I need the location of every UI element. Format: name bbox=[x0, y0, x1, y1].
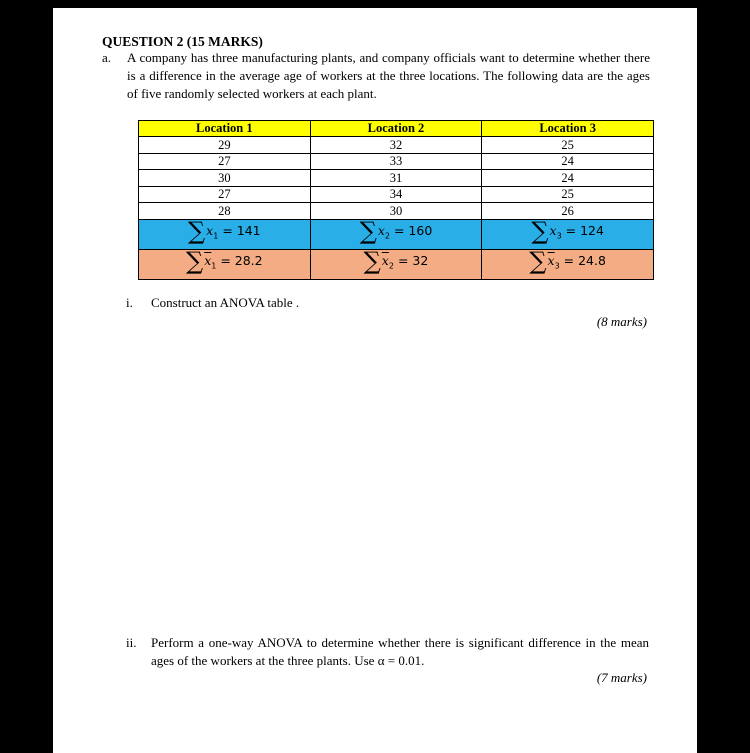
header-location-3: Location 3 bbox=[482, 121, 654, 137]
table-row bbox=[139, 137, 654, 154]
part-ii bbox=[126, 634, 649, 670]
mean-cell-1: $\sum\overline{x}_1 = 28.2$ bbox=[139, 249, 311, 279]
table-header-row bbox=[139, 121, 654, 137]
sum-row bbox=[139, 219, 654, 249]
part-ii-marks: (7 marks) bbox=[596, 670, 647, 685]
table-cell: 26 bbox=[482, 203, 654, 220]
sum-cell-3: $\sum x_3 = 124$ bbox=[482, 219, 654, 249]
table-cell: 24 bbox=[482, 170, 654, 187]
sigma-symbol: ∑ bbox=[363, 247, 381, 275]
sum-value: = 124 bbox=[565, 223, 604, 238]
table-row bbox=[139, 153, 654, 170]
mean-value: = 28.2 bbox=[220, 253, 263, 268]
table-cell: 31 bbox=[310, 170, 482, 187]
part-ii-text: Perform a one-way ANOVA to determine whether there is significant difference in the mean ages of the workers at the three plants. Use α = 0.01. bbox=[151, 635, 649, 668]
sigma-symbol: ∑ bbox=[529, 247, 547, 275]
part-ii-number: ii. bbox=[126, 635, 137, 650]
sum-value: = 141 bbox=[222, 223, 261, 238]
table-cell: 33 bbox=[310, 153, 482, 170]
sum-value: = 160 bbox=[393, 223, 433, 238]
table-cell: 30 bbox=[139, 170, 311, 187]
intro-text: A company has three manufacturing plants, and company officials want to determine whether there is a difference in the average age of workers at the three locations. The following data are the ages of five randomly selected workers at each plant. bbox=[127, 50, 650, 101]
mean-value: = 32 bbox=[397, 253, 429, 268]
sigma-symbol: ∑ bbox=[531, 217, 549, 245]
sum-cell-1: $\sum x_1 = 141$ bbox=[139, 219, 311, 249]
table-cell: 25 bbox=[482, 137, 654, 154]
table-cell: 24 bbox=[482, 153, 654, 170]
part-i-text: Construct an ANOVA table . bbox=[151, 295, 300, 310]
sigma-symbol: ∑ bbox=[359, 217, 377, 245]
part-i-number: i. bbox=[126, 295, 133, 310]
table-cell: 32 bbox=[310, 137, 482, 154]
sum-cell-2: $\sum x_2 = 160$ bbox=[310, 219, 482, 249]
table-cell: 30 bbox=[310, 203, 482, 220]
sigma-symbol: ∑ bbox=[188, 217, 206, 245]
table-row bbox=[139, 203, 654, 220]
question-intro bbox=[102, 49, 650, 103]
table-cell: 29 bbox=[139, 137, 311, 154]
mean-cell-3: $\sum\overline{x}_3 = 24.8$ bbox=[482, 249, 654, 279]
header-location-2: Location 2 bbox=[310, 121, 482, 137]
mean-cell-2: $\sum\overline{x}_2 = 32$ bbox=[310, 249, 482, 279]
document-page bbox=[53, 8, 697, 753]
sigma-symbol: ∑ bbox=[186, 247, 204, 275]
table-row bbox=[139, 170, 654, 187]
part-letter: a. bbox=[102, 50, 112, 65]
question-title: QUESTION 2 (15 MARKS) bbox=[102, 34, 263, 49]
mean-row bbox=[139, 249, 654, 279]
table-cell: 34 bbox=[310, 186, 482, 203]
header-location-1: Location 1 bbox=[139, 121, 311, 137]
mean-value: = 24.8 bbox=[563, 253, 606, 268]
table-cell: 27 bbox=[139, 186, 311, 203]
table-cell: 28 bbox=[139, 203, 311, 220]
table-row bbox=[139, 186, 654, 203]
part-i-marks: (8 marks) bbox=[596, 314, 647, 329]
ages-table bbox=[138, 120, 654, 280]
table-cell: 27 bbox=[139, 153, 311, 170]
table-cell: 25 bbox=[482, 186, 654, 203]
